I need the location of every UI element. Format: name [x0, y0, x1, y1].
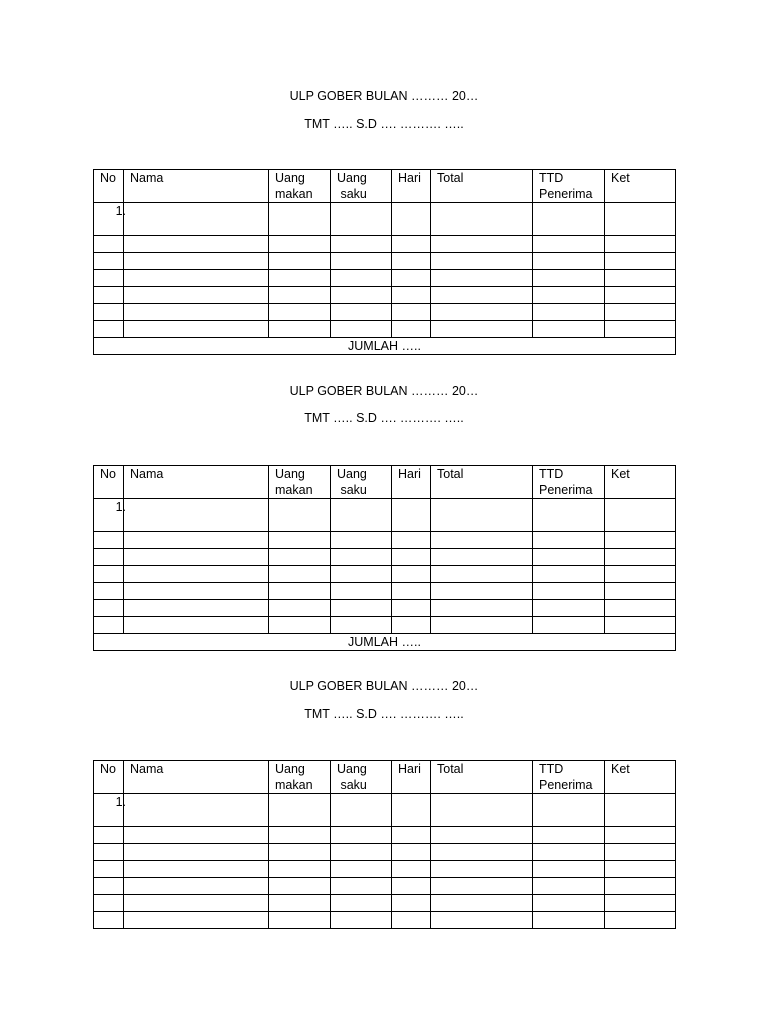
col-uang-saku-header: Uang saku [331, 761, 392, 794]
col-uang-makan-header: Uang makan [269, 466, 331, 499]
col-ket-header: Ket [605, 761, 676, 794]
table-header-row [94, 170, 676, 203]
row-number: 1. [94, 499, 124, 532]
col-ttd-header: TTD Penerima [533, 761, 605, 794]
col-no-header: No [94, 466, 124, 499]
section-2-title: ULP GOBER BULAN ……… 20… [289, 384, 479, 398]
table-header-row [94, 466, 676, 499]
col-hari-header: Hari [392, 466, 431, 499]
col-uang-makan-header: Uang makan [269, 761, 331, 794]
section-2-table [93, 465, 676, 651]
table-row [94, 861, 676, 878]
section-1-title: ULP GOBER BULAN ……… 20… [289, 89, 479, 103]
table-row [94, 827, 676, 844]
table-footer-row [94, 634, 676, 651]
jumlah-label: JUMLAH ….. [94, 634, 676, 651]
section-3-subtitle: TMT ….. S.D …. ………. ….. [304, 707, 464, 721]
table-row [94, 549, 676, 566]
col-uang-saku-header: Uang saku [331, 466, 392, 499]
table-row [94, 321, 676, 338]
col-no-header: No [94, 761, 124, 794]
col-nama-header: Nama [124, 761, 269, 794]
section-1-subtitle: TMT ….. S.D …. ………. ….. [304, 117, 464, 131]
section-1-table [93, 169, 676, 355]
table-row [94, 566, 676, 583]
table-row [94, 878, 676, 895]
section-3-table [93, 760, 676, 929]
table-row [94, 499, 676, 532]
table-row [94, 287, 676, 304]
col-total-header: Total [431, 761, 533, 794]
col-total-header: Total [431, 170, 533, 203]
table-row [94, 912, 676, 929]
col-nama-header: Nama [124, 170, 269, 203]
table-row [94, 253, 676, 270]
col-uang-makan-header: Uang makan [269, 170, 331, 203]
table-row [94, 794, 676, 827]
col-ket-header: Ket [605, 170, 676, 203]
section-2-subtitle: TMT ….. S.D …. ………. ….. [304, 411, 464, 425]
col-hari-header: Hari [392, 761, 431, 794]
table-footer-row [94, 338, 676, 355]
table-row [94, 236, 676, 253]
row-number: 1. [94, 794, 124, 827]
table-row [94, 600, 676, 617]
table-row [94, 583, 676, 600]
table-header-row [94, 761, 676, 794]
col-no-header: No [94, 170, 124, 203]
col-hari-header: Hari [392, 170, 431, 203]
table-row [94, 844, 676, 861]
table-row [94, 617, 676, 634]
col-ket-header: Ket [605, 466, 676, 499]
row-number: 1. [94, 203, 124, 236]
table-row [94, 203, 676, 236]
table-row [94, 895, 676, 912]
table-row [94, 270, 676, 287]
col-ttd-header: TTD Penerima [533, 466, 605, 499]
section-3-title: ULP GOBER BULAN ……… 20… [289, 679, 479, 693]
col-nama-header: Nama [124, 466, 269, 499]
table-row [94, 532, 676, 549]
col-uang-saku-header: Uang saku [331, 170, 392, 203]
col-total-header: Total [431, 466, 533, 499]
col-ttd-header: TTD Penerima [533, 170, 605, 203]
jumlah-label: JUMLAH ….. [94, 338, 676, 355]
table-row [94, 304, 676, 321]
